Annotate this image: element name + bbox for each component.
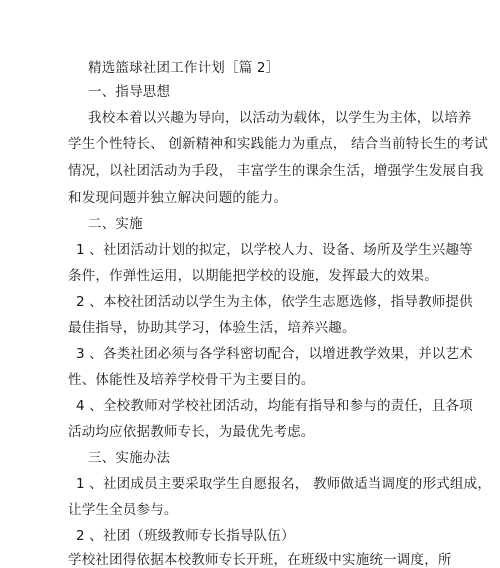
paragraph-line: 4 、全校教师对学校社团活动，均能有指导和参与的责任，且各项 [76, 398, 473, 414]
paragraph-line: 我校本着以兴趣为导向，以活动为载体，以学生为主体，以培养 [88, 110, 472, 126]
document-title: 精选篮球社团工作计划［篇 2］ [88, 60, 280, 76]
paragraph-line: 1 、社团成员主要采取学生自愿报名， 教师做适当调度的形式组成， [76, 476, 492, 492]
paragraph-line: 2 、社团（班级教师专长指导队伍） [76, 528, 295, 544]
paragraph-line: 让学生全员参与。 [68, 502, 178, 518]
section-heading: 三、实施办法 [88, 450, 171, 466]
paragraph-line: 和发现问题并独立解决问题的能力。 [68, 190, 288, 206]
section-heading: 二、实施 [88, 216, 143, 232]
paragraph-line: 条件，作弹性运用，以期能把学校的设施，发挥最大的效果。 [68, 268, 438, 284]
section-heading: 一、指导思想 [88, 84, 171, 100]
paragraph-line: 性、体能性及培养学校骨干为主要目的。 [68, 372, 315, 388]
paragraph-line: 活动均应依据教师专长，为最优先考虑。 [68, 424, 315, 440]
paragraph-line: 学生个性特长、 创新精神和实践能力为重点， 结合当前特长生的考试 [68, 136, 488, 152]
paragraph-line: 情况，以社团活动为手段， 丰富学生的课余生活，增强学生发展自我 [68, 163, 484, 179]
paragraph-line: 2 、本校社团活动以学生为主体，依学生志愿选修，指导教师提供 [76, 294, 473, 310]
paragraph-line: 最佳指导，协助其学习，体验生活，培养兴趣。 [68, 320, 356, 336]
paragraph-line: 1 、社团活动计划的拟定，以学校人力、设备、场所及学生兴趣等 [76, 242, 473, 258]
paragraph-line: 学校社团得依据本校教师专长开班，在班级中实施统一调度，所 [68, 552, 452, 568]
paragraph-line: 3 、各类社团必须与各学科密切配合，以增进教学效果，并以艺术 [76, 346, 473, 362]
